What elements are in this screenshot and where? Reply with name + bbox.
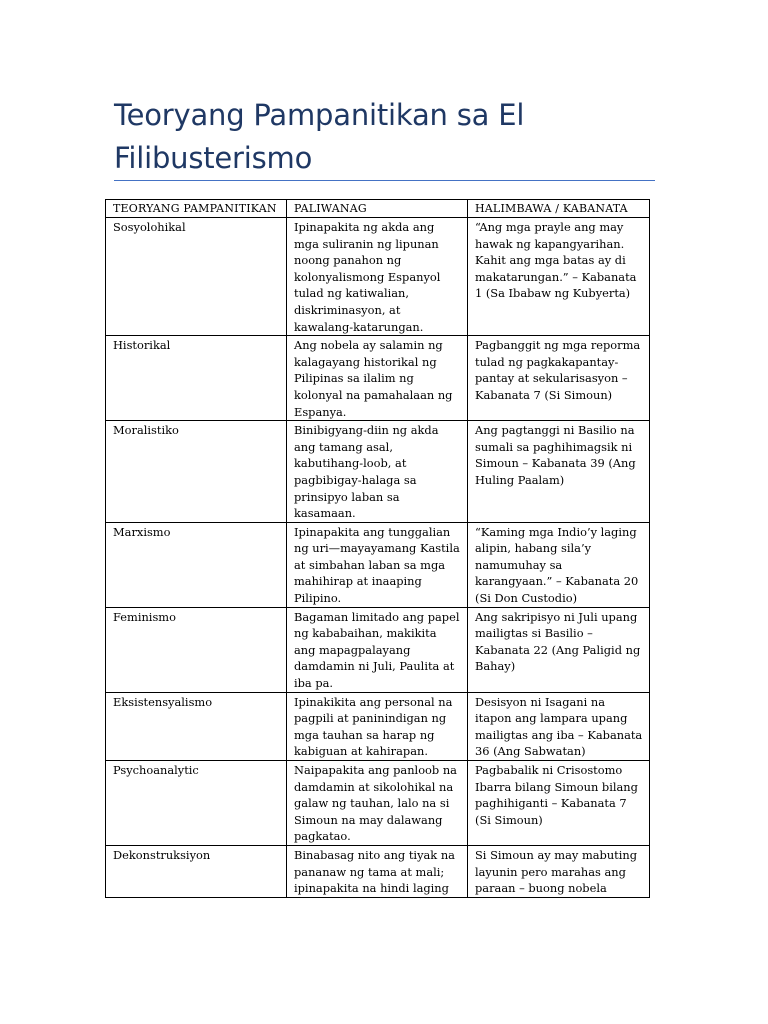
cell-paliwanag: Bagaman limitado ang papel ng kababaihan, makikita ang mapagpalayang damdamin ni Juli, Paulita at iba pa. xyxy=(287,607,468,692)
table-header-row xyxy=(106,200,650,218)
cell-paliwanag: Naipapakita ang panloob na damdamin at sikolohikal na galaw ng tauhan, lalo na si Simoun na may dalawang pagkatao. xyxy=(287,761,468,846)
title-underline xyxy=(114,180,655,181)
table-row xyxy=(106,421,650,523)
cell-halimbawa: Pagbanggit ng mga reporma tulad ng pagkakapantay-pantay at sekularisasyon – Kabanata 7 (Si Simoun) xyxy=(468,336,650,421)
header-cell-halimbawa: HALIMBAWA / KABANATA xyxy=(468,200,650,218)
cell-paliwanag: Ipinakikita ang personal na pagpili at paninindigan ng mga tauhan sa harap ng kabiguan at kahirapan. xyxy=(287,692,468,760)
cell-halimbawa: Ang sakripisyo ni Juli upang mailigtas si Basilio – Kabanata 22 (Ang Paligid ng Bahay) xyxy=(468,607,650,692)
cell-halimbawa: Si Simoun ay may mabuting layunin pero marahas ang paraan – buong nobela xyxy=(468,845,650,897)
table-row xyxy=(106,218,650,336)
table-row xyxy=(106,692,650,760)
cell-paliwanag: Binabasag nito ang tiyak na pananaw ng tama at mali; ipinapakita na hindi laging xyxy=(287,845,468,897)
cell-halimbawa: “Kaming mga Indio’y laging alipin, habang sila’y namumuhay sa karangyaan.” – Kabanata 20 (Si Don Custodio) xyxy=(468,522,650,607)
cell-teorya: Eksistensyalismo xyxy=(106,692,287,760)
literary-theory-table xyxy=(105,199,650,898)
cell-halimbawa: “Ang mga prayle ang may hawak ng kapangyarihan. Kahit ang mga batas ay di makatarungan.” – Kabanata 1 (Sa Ibabaw ng Kubyerta) xyxy=(468,218,650,336)
cell-teorya: Feminismo xyxy=(106,607,287,692)
cell-halimbawa: Ang pagtanggi ni Basilio na sumali sa paghihimagsik ni Simoun – Kabanata 39 (Ang Huling Paalam) xyxy=(468,421,650,523)
cell-teorya: Sosyolohikal xyxy=(106,218,287,336)
cell-halimbawa: Pagbabalik ni Crisostomo Ibarra bilang Simoun bilang paghihiganti – Kabanata 7 (Si Simoun) xyxy=(468,761,650,846)
cell-teorya: Historikal xyxy=(106,336,287,421)
table-row xyxy=(106,607,650,692)
table-row xyxy=(106,336,650,421)
cell-paliwanag: Ang nobela ay salamin ng kalagayang historikal ng Pilipinas sa ilalim ng kolonyal na pamahalaan ng Espanya. xyxy=(287,336,468,421)
cell-teorya: Dekonstruksiyon xyxy=(106,845,287,897)
document-title: Teoryang Pampanitikan sa El Filibusterismo xyxy=(114,98,525,175)
table-row xyxy=(106,845,650,897)
cell-halimbawa: Desisyon ni Isagani na itapon ang lampara upang mailigtas ang iba – Kabanata 36 (Ang Sabwatan) xyxy=(468,692,650,760)
table-row xyxy=(106,522,650,607)
cell-teorya: Marxismo xyxy=(106,522,287,607)
cell-paliwanag: Binibigyang-diin ng akda ang tamang asal, kabutihang-loob, at pagbibigay-halaga sa prinsipyo laban sa kasamaan. xyxy=(287,421,468,523)
cell-teorya: Psychoanalytic xyxy=(106,761,287,846)
table-row xyxy=(106,761,650,846)
header-cell-teorya: TEORYANG PAMPANITIKAN xyxy=(106,200,287,218)
cell-teorya: Moralistiko xyxy=(106,421,287,523)
cell-paliwanag: Ipinapakita ang tunggalian ng uri—mayayamang Kastila at simbahan laban sa mga mahihirap at inaaping Pilipino. xyxy=(287,522,468,607)
cell-paliwanag: Ipinapakita ng akda ang mga suliranin ng lipunan noong panahon ng kolonyalismong Espanyol tulad ng katiwalian, diskriminasyon, at kawalang-katarungan. xyxy=(287,218,468,336)
header-cell-paliwanag: PALIWANAG xyxy=(287,200,468,218)
